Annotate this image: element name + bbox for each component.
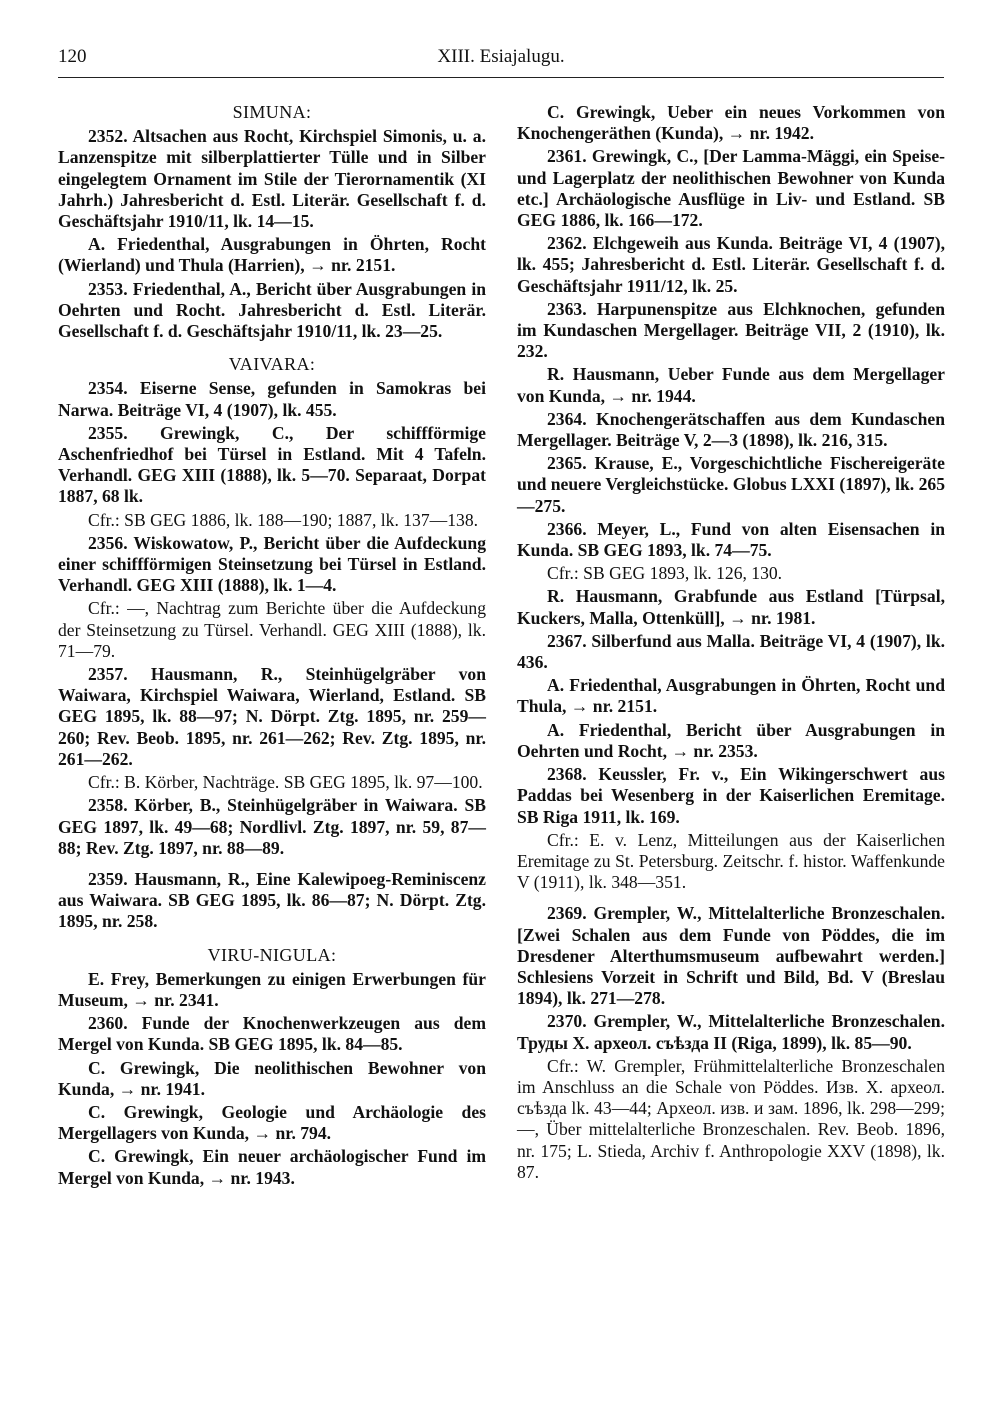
cfr-note: Cfr.: B. Körber, Nachträge. SB GEG 1895, lk. 97—100. xyxy=(88,772,483,793)
cross-reference: R. Hausmann, Grabfunde aus Estland [Türpsal, Kuckers, Malla, Ottenküll], → nr. 1981. xyxy=(517,586,945,628)
cfr-note: Cfr.: W. Grempler, Frühmittelalterliche Bronzeschalen im Anschluss an die Schale von Pöddes. Изв. X. археол. съѣзда lk. 43—44; Археол. изв. и зам. 1896, lk. 298—299; —, Über mittelalterliche Bronzeschalen. Rev. Beob. 1896, nr. 175; L. Stieda, Archiv f. Anthropologie XXV (1898), lk. 87. xyxy=(517,1055,945,1182)
entry-2370: 2370. Grempler, W., Mittelalterliche Bronzeschalen. Труды X. археол. съѣзда II (Riga, 1899), lk. 85—90. xyxy=(517,1011,945,1053)
entry-2354: 2354. Eiserne Sense, gefunden in Samokras bei Narwa. Beiträge VI, 4 (1907), lk. 455. xyxy=(58,378,486,420)
cross-reference: E. Frey, Bemerkungen zu einigen Erwerbungen für Museum, → nr. 2341. xyxy=(58,968,486,1010)
entry-2356: 2356. Wiskowatow, P., Bericht über die Aufdeckung einer schiffförmigen Steinsetzung bei Türsel in Estland. Verhandl. GEG XIII (1888), lk. 1—4. xyxy=(58,532,486,596)
entry-2361: 2361. Grewingk, C., [Der Lamma-Mäggi, ein Speise- und Lagerplatz der neolithischen Bewohner von Kunda etc.] Archäologische Ausflüge in Liv- und Estland. SB GEG 1886, lk. 166—172. xyxy=(517,146,945,231)
entry-2358: 2358. Körber, B., Steinhügelgräber in Waiwara. SB GEG 1897, lk. 49—68; Nordlivl. Ztg. 1897, nr. 59, 87—88; Rev. Ztg. 1897, nr. 88—89. xyxy=(58,795,486,858)
page-header xyxy=(58,46,944,76)
cross-reference: C. Grewingk, Ueber ein neues Vorkommen von Knochengeräthen (Kunda), → nr. 1942. xyxy=(517,102,945,144)
cross-reference: A. Friedenthal, Ausgrabungen in Öhrten, Rocht (Wierland) und Thula (Harrien), → nr. 2151. xyxy=(58,234,486,276)
page-number: 120 xyxy=(58,46,87,67)
cross-reference: C. Grewingk, Geologie und Archäologie des Mergellagers von Kunda, → nr. 794. xyxy=(58,1101,486,1144)
header-rule xyxy=(58,77,944,78)
section-heading-vaivara: VAIVARA: xyxy=(228,354,316,375)
cross-reference: A. Friedenthal, Bericht über Ausgrabungen in Oehrten und Rocht, → nr. 2353. xyxy=(517,719,945,761)
cfr-note: Cfr.: SB GEG 1893, lk. 126, 130. xyxy=(547,563,783,584)
section-heading-simuna: SIMUNA: xyxy=(232,102,312,122)
left-column xyxy=(58,102,486,1191)
cross-reference: C. Grewingk, Die neolithischen Bewohner von Kunda, → nr. 1941. xyxy=(58,1057,486,1099)
cfr-note: Cfr.: —, Nachtrag zum Berichte über die Aufdeckung der Steinsetzung zu Türsel. Verhandl. GEG XIII (1888), lk. 71—79. xyxy=(58,598,486,661)
cross-reference: A. Friedenthal, Ausgrabungen in Öhrten, Rocht und Thula, → nr. 2151. xyxy=(517,675,945,717)
section-heading-viru-nigula: VIRU-NIGULA: xyxy=(207,944,337,965)
entry-2367: 2367. Silberfund aus Malla. Beiträge VI, 4 (1907), lk. 436. xyxy=(517,630,945,673)
entry-2353: 2353. Friedenthal, A., Bericht über Ausgrabungen in Oehrten und Rocht. Jahresbericht d. Estl. Literär. Gesellschaft f. d. Geschäftsjahr 1910/11, lk. 23—25. xyxy=(58,278,486,342)
cross-reference: C. Grewingk, Ein neuer archäologischer Fund im Mergel von Kunda, → nr. 1943. xyxy=(58,1146,486,1188)
entry-2369: 2369. Grempler, W., Mittelalterliche Bronzeschalen. [Zwei Schalen aus dem Funde von Pöddes, die im Dresdener Alterthumsmuseum aufbewahrt werden.] Schlesiens Vorzeit in Schrift und Bild, Bd. V (Breslau 1894), lk. 271—278. xyxy=(517,903,945,1009)
entry-2352: 2352. Altsachen aus Rocht, Kirchspiel Simonis, u. a. Lanzenspitze mit silberplattierter Tülle und in Silber eingelegtem Ornament im Stile der Tierornamentik (XI Jahrh.) Jahresbericht d. Estl. Literär. Gesellschaft f. d. Geschäftsjahr 1910/11, lk. 14—15. xyxy=(58,126,486,232)
right-column xyxy=(517,102,945,1185)
cfr-note: Cfr.: E. v. Lenz, Mitteilungen aus der Kaiserlichen Eremitage zu St. Petersburg. Zeitschr. f. histor. Waffenkunde V (1911), lk. 348—351. xyxy=(517,829,945,893)
entry-2368: 2368. Keussler, Fr. v., Ein Wikingerschwert aus Paddas bei Wesenberg in der Kaiserlichen Eremitage. SB Riga 1911, lk. 169. xyxy=(517,764,945,827)
running-title: XIII. Esiajalugu. xyxy=(437,46,565,67)
entry-2366: 2366. Meyer, L., Fund von alten Eisensachen in Kunda. SB GEG 1893, lk. 74—75. xyxy=(517,518,945,561)
cfr-note: Cfr.: SB GEG 1886, lk. 188—190; 1887, lk. 137—138. xyxy=(88,509,479,530)
entry-2363: 2363. Harpunenspitze aus Elchknochen, gefunden im Kundaschen Mergellager. Beiträge VII, 2 (1910), lk. 232. xyxy=(517,298,945,362)
entry-2359: 2359. Hausmann, R., Eine Kalewipoeg-Reminiscenz aus Waiwara. SB GEG 1895, lk. 86—87; N. Dörpt. Ztg. 1895, nr. 258. xyxy=(58,868,486,932)
entry-2365: 2365. Krause, E., Vorgeschichtliche Fischereigeräte und neuere Vergleichstücke. Globus LXXI (1897), lk. 265—275. xyxy=(517,453,945,516)
cross-reference: R. Hausmann, Ueber Funde aus dem Mergellager von Kunda, → nr. 1944. xyxy=(517,364,945,406)
entry-2364: 2364. Knochengerätschaffen aus dem Kundaschen Mergellager. Beiträge V, 2—3 (1898), lk. 216, 315. xyxy=(517,408,945,451)
entry-2362: 2362. Elchgeweih aus Kunda. Beiträge VI, 4 (1907), lk. 455; Jahresbericht d. Estl. Literär. Gesellschaft f. d. Geschäftsjahr 1911/12, lk. 25. xyxy=(517,233,945,296)
entry-2357: 2357. Hausmann, R., Steinhügelgräber von Waiwara, Kirchspiel Waiwara, Wierland, Estland. SB GEG 1895, lk. 88—97; N. Dörpt. Ztg. 1895, nr. 259—260; Rev. Beob. 1895, nr. 261—262; Rev. Ztg. 1895, nr. 261—262. xyxy=(58,664,486,769)
entry-2355: 2355. Grewingk, C., Der schiffförmige Aschenfriedhof bei Türsel in Estland. Mit 4 Tafeln. Verhandl. GEG XIII (1888), lk. 5—70. Separaat, Dorpat 1887, 68 lk. xyxy=(58,422,486,507)
entry-2360: 2360. Funde der Knochenwerkzeugen aus dem Mergel von Kunda. SB GEG 1895, lk. 84—85. xyxy=(58,1013,486,1055)
